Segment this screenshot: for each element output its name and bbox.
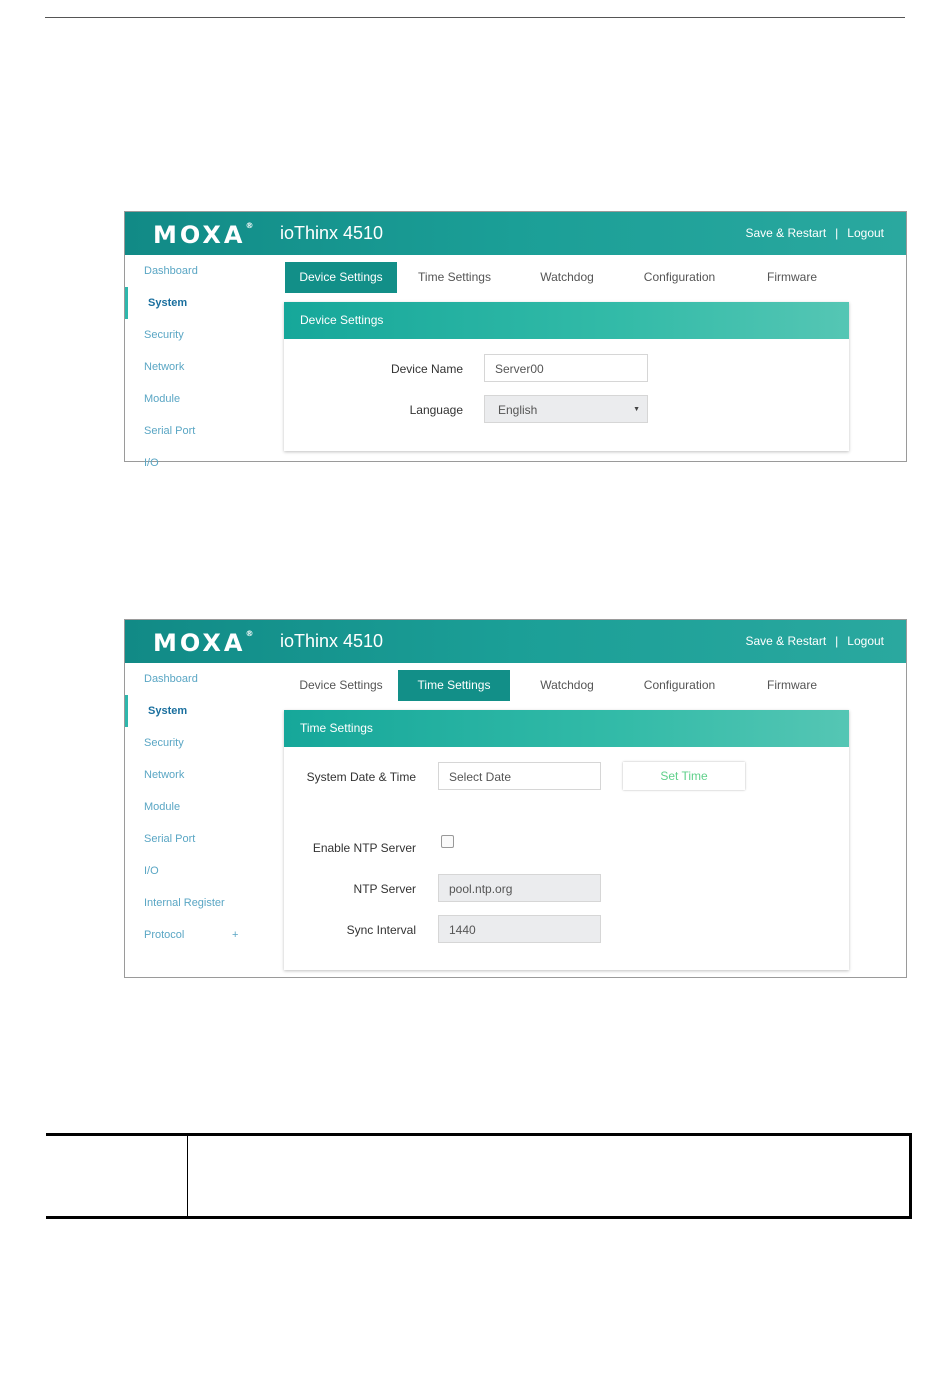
tab-configuration[interactable]: Configuration [643, 270, 716, 284]
sync-interval-input[interactable]: 1440 [438, 915, 601, 943]
expand-icon[interactable]: + [232, 929, 239, 941]
sidebar-item-module[interactable]: Module [144, 393, 181, 405]
moxa-logo: MOXA® [153, 629, 254, 657]
moxa-logo: MOXA® [153, 221, 254, 249]
chevron-down-icon: ▼ [633, 406, 640, 413]
sidebar-item-dashboard[interactable]: Dashboard [144, 673, 198, 685]
sidebar-item-io[interactable]: I/O [144, 865, 159, 877]
sidebar-item-network[interactable]: Network [144, 769, 185, 781]
sidebar-item-serial-port[interactable]: Serial Port [144, 425, 196, 437]
language-select[interactable] [484, 395, 648, 423]
note-box-divider [187, 1133, 188, 1219]
device-name-label: Device Name [390, 362, 463, 376]
model-name: ioThinx 4510 [280, 631, 384, 651]
language-value: English [498, 403, 538, 417]
device-settings-panel [284, 302, 849, 451]
language-label: Language [409, 403, 463, 417]
model-name: ioThinx 4510 [280, 223, 384, 243]
sidebar-active-indicator [125, 695, 128, 727]
app-header [125, 212, 906, 255]
sidebar-item-security[interactable]: Security [144, 737, 184, 749]
logout-link[interactable]: Logout [847, 634, 884, 648]
save-restart-link[interactable]: Save & Restart [745, 634, 827, 648]
time-settings-screenshot [124, 619, 907, 978]
sidebar-active-indicator [125, 287, 128, 319]
save-restart-link[interactable]: Save & Restart [745, 226, 827, 240]
sidebar-item-system[interactable]: System [148, 297, 188, 309]
sidebar-item-protocol[interactable]: Protocol [144, 929, 185, 941]
sidebar-item-network[interactable]: Network [144, 361, 185, 373]
logout-link[interactable]: Logout [847, 226, 884, 240]
panel-title: Time Settings [284, 710, 849, 747]
tab-device-settings[interactable]: Device Settings [299, 678, 383, 692]
tab-watchdog[interactable]: Watchdog [540, 270, 594, 284]
sidebar [125, 663, 275, 977]
select-date-input[interactable]: Select Date [438, 762, 601, 790]
sidebar-item-security[interactable]: Security [144, 329, 184, 341]
sidebar-item-dashboard[interactable]: Dashboard [144, 265, 198, 277]
note-box-top-border [46, 1133, 912, 1136]
note-box-right-border [909, 1133, 912, 1219]
panel-title: Device Settings [284, 302, 849, 339]
tab-watchdog[interactable]: Watchdog [540, 678, 594, 692]
sidebar-item-system[interactable]: System [148, 705, 188, 717]
header-links [745, 226, 884, 240]
sidebar [125, 255, 275, 469]
header-separator: | [835, 634, 839, 648]
ntp-server-label: NTP Server [353, 882, 416, 896]
note-box [46, 1133, 912, 1219]
enable-ntp-checkbox[interactable] [441, 835, 454, 848]
set-time-button[interactable]: Set Time [623, 762, 745, 790]
tab-time-settings[interactable]: Time Settings [418, 270, 491, 284]
tab-firmware[interactable]: Firmware [767, 678, 817, 692]
tab-configuration[interactable]: Configuration [643, 678, 716, 692]
tab-device-settings[interactable]: Device Settings [285, 262, 397, 293]
header-separator: | [835, 226, 839, 240]
note-box-bottom-border [46, 1216, 912, 1219]
app-header [125, 620, 906, 663]
device-settings-screenshot [124, 211, 907, 469]
device-name-input[interactable]: Server00 [484, 354, 648, 382]
sidebar-item-internal-register[interactable]: Internal Register [144, 897, 225, 909]
tab-time-settings[interactable]: Time Settings [398, 670, 510, 701]
sidebar-item-module[interactable]: Module [144, 801, 181, 813]
sync-interval-label: Sync Interval [346, 923, 416, 937]
enable-ntp-label: Enable NTP Server [312, 841, 416, 855]
sidebar-item-io[interactable]: I/O [144, 457, 159, 469]
header-links [745, 634, 884, 648]
sidebar-item-serial-port[interactable]: Serial Port [144, 833, 196, 845]
time-settings-panel [284, 710, 849, 970]
tab-firmware[interactable]: Firmware [767, 270, 817, 284]
page-top-rule [45, 17, 905, 18]
ntp-server-input[interactable]: pool.ntp.org [438, 874, 601, 902]
system-date-time-label: System Date & Time [306, 770, 416, 784]
